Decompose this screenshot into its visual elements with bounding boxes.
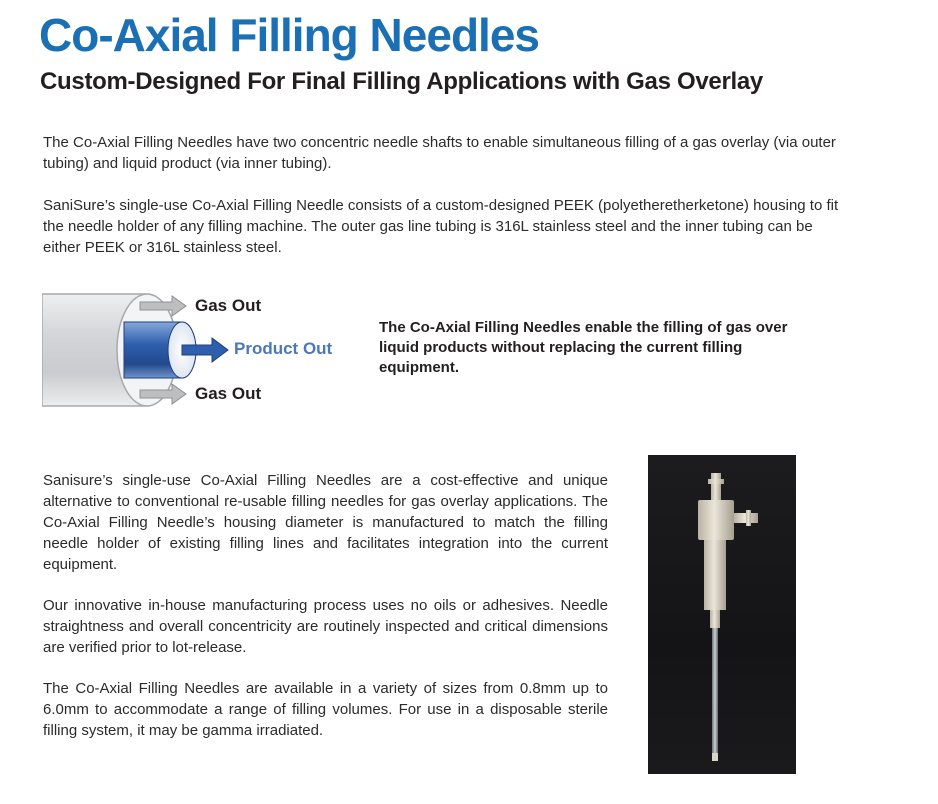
- body-paragraph-1: Sanisure’s single-use Co-Axial Filling Needles are a cost-effective and unique alternative to conventional re-usable filling needles for gas overlay applications. The Co-Axial Filling Needle’s housing diameter is manufactured to match the filling needle holder of existing filling lines and facilitates integration into the current equipment.: [43, 472, 608, 573]
- gas-out-bottom-label: Gas Out: [195, 384, 262, 403]
- filling-needle-image: [648, 455, 796, 774]
- page-subtitle: Custom-Designed For Final Filling Applications with Gas Overlay: [40, 68, 763, 95]
- intro-paragraph-2: SaniSure’s single-use Co-Axial Filling Needle consists of a custom-designed PEEK (polyetheretherketone) housing to fit the needle holder of any filling machine. The outer gas line tubing is 316L stainless steel and the inner tubing can be either PEEK or 316L stainless steel.: [43, 197, 839, 256]
- body-paragraph-2: Our innovative in-house manufacturing process uses no oils or adhesives. Needle straightness and overall concentricity are routinely inspected and critical dimensions are verified prior to lot-release.: [43, 597, 608, 656]
- page-title: Co-Axial Filling Needles: [39, 9, 539, 61]
- intro-paragraph-1: The Co-Axial Filling Needles have two concentric needle shafts to enable simultaneous filling of a gas overlay (via outer tubing) and liquid product (via inner tubing).: [43, 134, 836, 172]
- product-out-label: Product Out: [234, 339, 333, 358]
- coaxial-flow-diagram: [42, 292, 352, 410]
- callout-text: The Co-Axial Filling Needles enable the filling of gas over liquid products without replacing the current filling equipment.: [379, 319, 788, 376]
- product-photo: [648, 455, 796, 774]
- body-paragraph-3: The Co-Axial Filling Needles are available in a variety of sizes from 0.8mm up to 6.0mm to accommodate a range of filling volumes. For use in a disposable sterile filling system, it may be gamma irradiated.: [43, 680, 608, 739]
- gas-out-top-label: Gas Out: [195, 296, 262, 315]
